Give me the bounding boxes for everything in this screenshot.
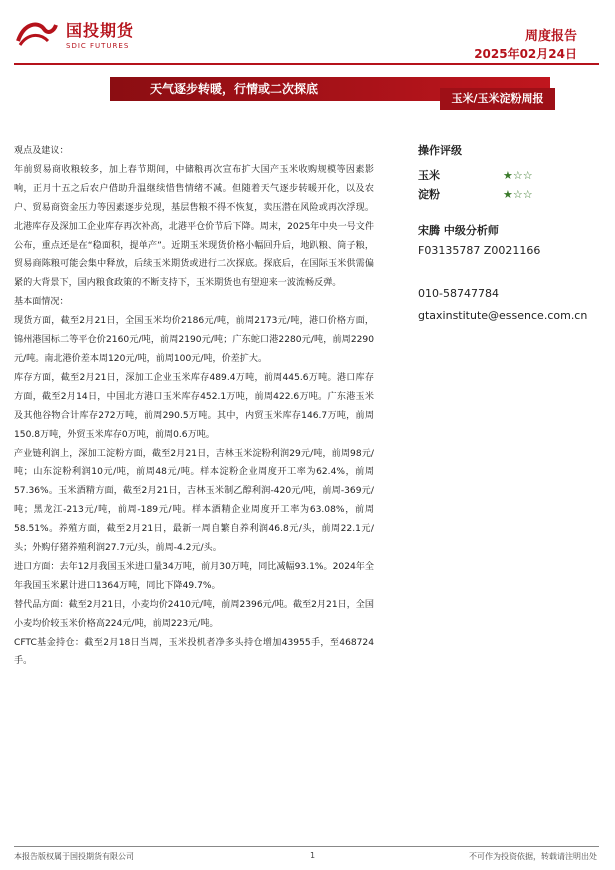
sdic-logo-icon bbox=[14, 19, 60, 49]
analyst-name: 宋腾 中级分析师 bbox=[418, 224, 499, 237]
analyst-email[interactable]: gtaxinstitute@essence.com.cn bbox=[418, 309, 588, 322]
section-heading-fundamentals: 基本面情况： bbox=[14, 297, 69, 308]
logo-text-cn: 国投期货 bbox=[66, 21, 135, 40]
section-heading-views: 观点及建议： bbox=[14, 146, 69, 156]
star-rating-icon: ★☆☆ bbox=[503, 188, 533, 201]
footer-divider bbox=[14, 846, 599, 847]
analyst-cert: F03135787 Z0021166 bbox=[418, 244, 541, 257]
rating-row-corn bbox=[418, 166, 608, 185]
paragraph-profit: 产业链利润上，深加工淀粉方面，截至2月21日，吉林玉米淀粉利润29元/吨，前周98元/吨；山东淀粉利润10元/吨，前周48元/吨。样本淀粉企业周度开工率为62.4%，前周57.36%。玉米酒精方面，截至2月21日，吉林玉米制乙醇利润-420元/吨，前周-369元/吨；黑龙江-213元/吨，前周-189元/吨。样本酒精企业周度开工率为63.08%，前周58.51%。养殖方面，截至2月21日，最新一周自繁自养利润46.8元/头，前周22.1元/头；外购仔猪养殖利润27.7元/头，前周-4.2元/头。 bbox=[14, 448, 374, 554]
report-date: 2025年02月24日 bbox=[474, 47, 577, 61]
report-title: 天气逐步转暖，行情或二次探底 bbox=[110, 77, 550, 101]
page-number: 1 bbox=[310, 851, 316, 860]
paragraph-inventory: 库存方面，截至2月21日，深加工企业玉米库存489.4万吨，前周445.6万吨。港口库存方面，截至2月14日，中国北方港口玉米库存452.1万吨，前周422.6万吨。广东港玉米及其他谷物合计库存272万吨，前周290.5万吨。其中，内贸玉米库存146.7万吨，前周150.8万吨，外贸玉米库存0万吨，前周0.6万吨。 bbox=[14, 372, 374, 440]
paragraph-spot: 现货方面，截至2月21日，全国玉米均价2186元/吨，前周2173元/吨，港口价格方面，锦州港国标二等平仓价2160元/吨，前周2190元/吨；广东蛇口港2280元/吨，前周2290元/吨。南北港价差本周120元/吨，前周100元/吨，价差扩大。 bbox=[14, 316, 374, 364]
footer-copyright: 本报告版权属于国投期货有限公司 bbox=[14, 852, 134, 861]
star-rating-icon: ★☆☆ bbox=[503, 169, 533, 182]
paragraph-cftc: CFTC基金持仓：截至2月18日当周，玉米投机者净多头持仓增加43955手，至468724手。 bbox=[14, 637, 374, 667]
sidebar bbox=[418, 142, 608, 327]
rating-row-starch bbox=[418, 185, 608, 204]
paragraph-views: 年前贸易商收粮较多，加上春节期间，中储粮再次宣布扩大国产玉米收购规模等因素影响，正月十五之后农户借助升温继续惜售情绪不减。但随着天气逐步转暖开化，以及农户、贸易商资金压力等因素逐步兑现，基层售粮不得不恢复，卖压潜在风险或再次浮现。北港库存及深加工企业库存再次补高，北港平仓价节后下降。周末，2025年中央一号文件公布，重点还是在“稳面积，提单产”。近期玉米现货价格小幅回升后，地趴粮、筒子粮，贸易商陈粮可能会集中释放，后续玉米期货或进行二次探底。探底后，在国际玉米供需偏紧的大背景下，国内粮食政策的不断支持下，玉米期货也有望迎来一波流畅反弹。 bbox=[14, 164, 374, 289]
logo-text-en: SDIC FUTURES bbox=[66, 42, 130, 50]
rating-name: 淀粉 bbox=[418, 188, 440, 201]
body-text bbox=[14, 142, 374, 671]
rating-name: 玉米 bbox=[418, 169, 440, 182]
category-tag: 玉米/玉米淀粉周报 bbox=[440, 88, 555, 110]
paragraph-imports: 进口方面：去年12月我国玉米进口量34万吨，前月30万吨，同比减幅93.1%。2024年全年我国玉米累计进口1364万吨，同比下降49.7%。 bbox=[14, 561, 374, 591]
paragraph-substitutes: 替代品方面：截至2月21日，小麦均价2410元/吨，前周2396元/吨。截至2月21日，全国小麦均价较玉米价格高224元/吨，前周223元/吨。 bbox=[14, 599, 374, 629]
company-logo bbox=[14, 18, 134, 50]
rating-title: 操作评级 bbox=[418, 144, 462, 157]
footer-disclaimer: 不可作为投资依据，转载请注明出处 bbox=[469, 852, 597, 861]
report-header bbox=[0, 0, 615, 70]
header-divider bbox=[14, 63, 599, 65]
report-type: 周度报告 bbox=[524, 29, 577, 44]
analyst-phone: 010-58747784 bbox=[418, 287, 499, 300]
